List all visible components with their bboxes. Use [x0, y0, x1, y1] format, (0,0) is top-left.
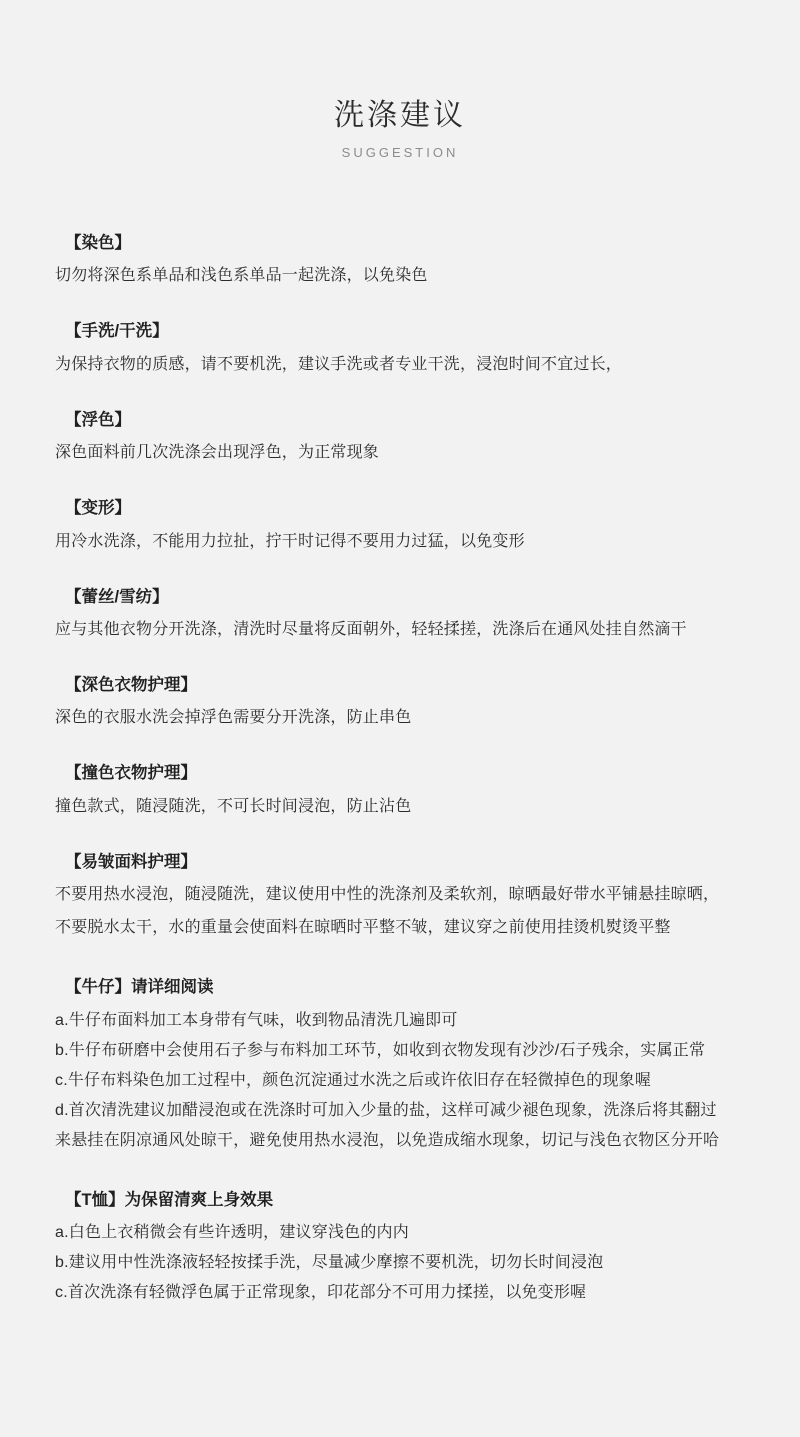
page-subtitle: SUGGESTION [341, 145, 459, 160]
section-heading: 【变形】 [65, 499, 131, 518]
section-body [55, 793, 745, 821]
section-heading: 【T恤】为保留清爽上身效果 [65, 1190, 274, 1209]
section-body [55, 1007, 745, 1155]
section-heading: 【手洗/干洗】 [65, 322, 169, 341]
section-heading: 【深色衣物护理】 [65, 675, 197, 694]
page-header [0, 0, 800, 160]
section-heading: 【蕾丝/雪纺】 [65, 587, 169, 606]
section-line: 不要用热水浸泡，随浸随洗，建议使用中性的洗涤剂及柔软剂，晾晒最好带水平铺悬挂晾晒， [55, 886, 720, 904]
section-dark-garment-care [55, 672, 745, 732]
section-line: c.牛仔布料染色加工过程中，颜色沉淀通过水洗之后或许依旧存在轻微掉色的现象喔 [55, 1071, 652, 1089]
section-line: a.牛仔布面料加工本身带有气味，收到物品清洗几遍即可 [55, 1011, 458, 1029]
section-line: a.白色上衣稍微会有些许透明，建议穿浅色的内内 [55, 1223, 409, 1241]
section-contrast-color-care [55, 760, 745, 820]
section-line: 撞色款式，随浸随洗，不可长时间浸泡，防止沾色 [55, 797, 412, 815]
section-line: 不要脱水太干，水的重量会使面料在晾晒时平整不皱，建议穿之前使用挂烫机熨烫平整 [55, 919, 671, 937]
section-line: 应与其他衣物分开洗涤，清洗时尽量将反面朝外，轻轻揉搓，洗涤后在通风处挂自然滴干 [55, 620, 687, 638]
section-line: 用冷水洗涤，不能用力拉扯，拧干时记得不要用力过猛，以免变形 [55, 532, 525, 550]
section-deformation [55, 495, 745, 555]
section-body [55, 262, 745, 290]
page-title: 洗涤建议 [334, 99, 466, 132]
section-body [55, 704, 745, 732]
section-tshirt [55, 1187, 745, 1307]
section-line: 深色面料前几次洗涤会出现浮色，为正常现象 [55, 444, 380, 462]
section-line: 切勿将深色系单品和浅色系单品一起洗涤，以免染色 [55, 267, 428, 285]
section-heading: 【牛仔】请详细阅读 [65, 978, 214, 997]
section-heading: 【易皱面料护理】 [65, 852, 197, 871]
section-line: b.牛仔布研磨中会使用石子参与布料加工环节，如收到衣物发现有沙沙/石子残余，实属正常 [55, 1041, 706, 1059]
section-heading: 【染色】 [65, 234, 131, 252]
section-line: b.建议用中性洗涤液轻轻按揉手洗，尽量减少摩擦不要机洗，切勿长时间浸泡 [55, 1253, 604, 1271]
section-line: c.首次洗涤有轻微浮色属于正常现象，印花部分不可用力揉搓，以免变形喔 [55, 1283, 587, 1301]
section-line: 来悬挂在阴凉通风处晾干，避免使用热水浸泡，以免造成缩水现象，切记与浅色衣物区分开哈 [55, 1131, 720, 1149]
section-body [55, 351, 745, 379]
section-heading: 【浮色】 [65, 410, 131, 429]
section-body [55, 616, 745, 644]
section-line: d.首次清洗建议加醋浸泡或在洗涤时可加入少量的盐，这样可减少褪色现象，洗涤后将其翻过 [55, 1101, 717, 1119]
section-lace-chiffon [55, 584, 745, 644]
section-heading: 【撞色衣物护理】 [65, 764, 197, 783]
section-line: 为保持衣物的质感，请不要机洗，建议手洗或者专业干洗，浸泡时间不宜过长， [55, 355, 623, 373]
suggestion-sections [0, 230, 800, 1307]
section-body [55, 1219, 745, 1307]
section-line: 深色的衣服水洗会掉浮色需要分开洗涤，防止串色 [55, 709, 412, 727]
section-dyeing [55, 230, 745, 290]
section-body [55, 881, 745, 942]
section-floating-color [55, 407, 745, 467]
section-body [55, 528, 745, 556]
section-denim [55, 974, 745, 1154]
section-body [55, 439, 745, 467]
section-handwash-drywash [55, 318, 745, 378]
section-wrinkle-prone-care [55, 849, 745, 942]
